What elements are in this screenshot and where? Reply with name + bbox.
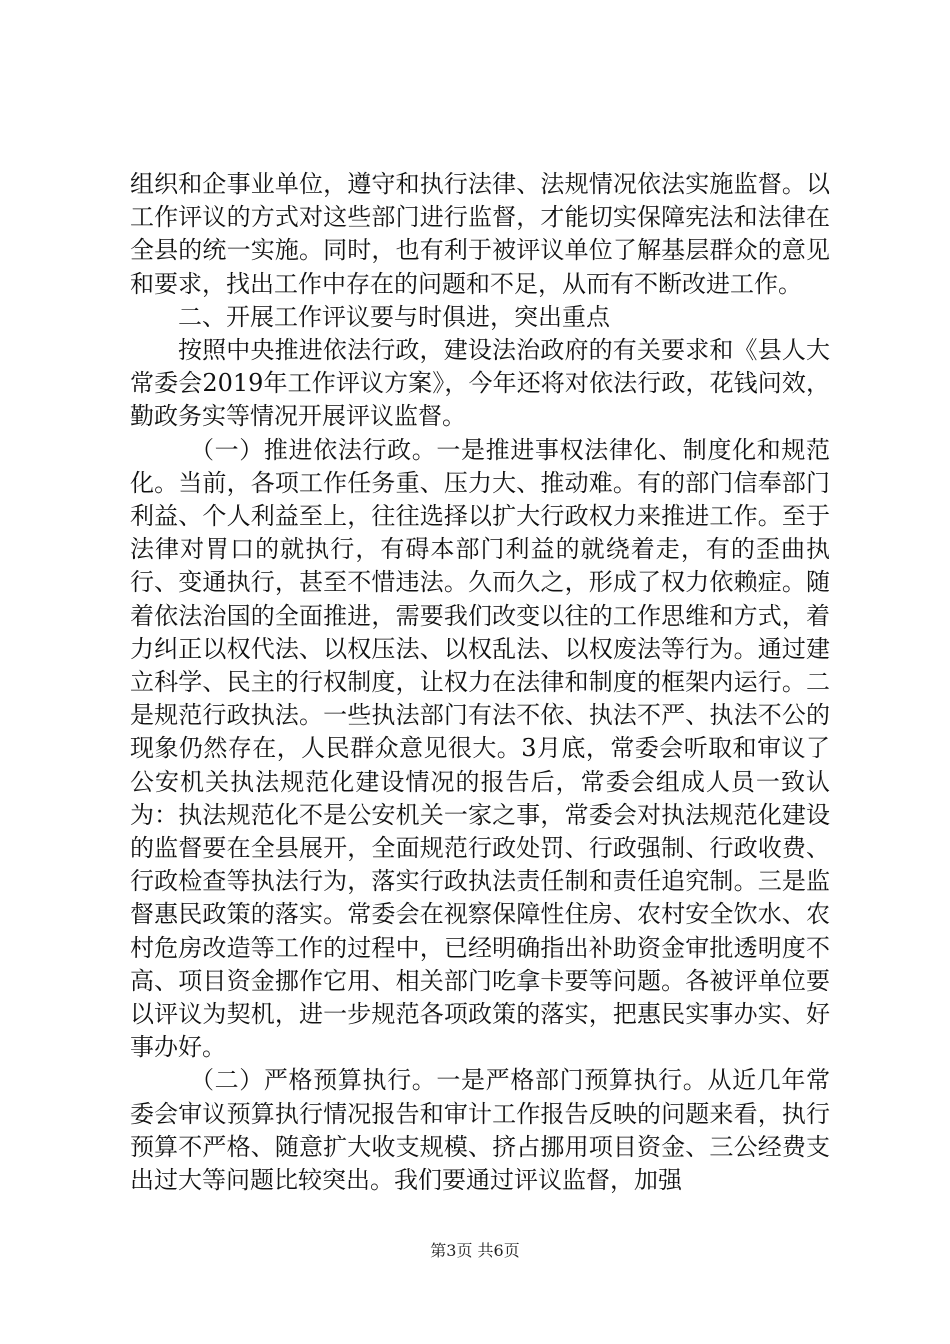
page-number-footer: 第3页 共6页 xyxy=(430,1241,520,1260)
paragraph-intro: 按照中央推进依法行政，建设法治政府的有关要求和《县人大常委会2019年工作评议方案》，今年还将对依法行政，花钱问效，勤政务实等情况开展评议监督。 xyxy=(130,336,830,431)
document-body xyxy=(130,168,830,1197)
paragraph-continuation: 组织和企事业单位，遵守和执行法律、法规情况依法实施监督。以工作评议的方式对这些部门进行监督，才能切实保障宪法和法律在全县的统一实施。同时，也有利于被评议单位了解基层群众的意见和要求，找出工作中存在的问题和不足，从而有不断改进工作。 xyxy=(130,170,830,298)
section-heading: 二、开展工作评议要与时俱进，突出重点 xyxy=(178,302,610,331)
paragraph-item-2: （二）严格预算执行。一是严格部门预算执行。从近几年常委会审议预算执行情况报告和审计工作报告反映的问题来看，执行预算不严格、随意扩大收支规模、挤占挪用项目资金、三公经费支出过大等问题比较突出。我们要通过评议监督，加强 xyxy=(130,1066,830,1195)
paragraph-item-1: （一）推进依法行政。一是推进事权法律化、制度化和规范化。当前，各项工作任务重、压力大、推动难。有的部门信奉部门利益、个人利益至上，往往选择以扩大行政权力来推进工作。至于法律对胃口的就执行，有碍本部门利益的就绕着走，有的歪曲执行、变通执行，甚至不惜违法。久而久之，形成了权力依赖症。随着依法治国的全面推进，需要我们改变以往的工作思维和方式，着力纠正以权代法、以权压法、以权乱法、以权废法等行为。通过建立科学、民主的行权制度，让权力在法律和制度的框架内运行。二是规范行政执法。一些执法部门有法不依、执法不严、执法不公的现象仍然存在，人民群众意见很大。3月底，常委会听取和审议了公安机关执法规范化建设情况的报告后，常委会组成人员一致认为：执法规范化不是公安机关一家之事，常委会对执法规范化建设的监督要在全县展开，全面规范行政处罚、行政强制、行政收费、行政检查等执法行为，落实行政执法责任制和责任追究制。三是监督惠民政策的落实。常委会在视察保障性住房、农村安全饮水、农村危房改造等工作的过程中，已经明确指出补助资金审批透明度不高、项目资金挪作它用、相关部门吃拿卡要等问题。各被评单位要以评议为契机，进一步规范各项政策的落实，把惠民实事办实、好事办好。 xyxy=(130,435,830,1062)
